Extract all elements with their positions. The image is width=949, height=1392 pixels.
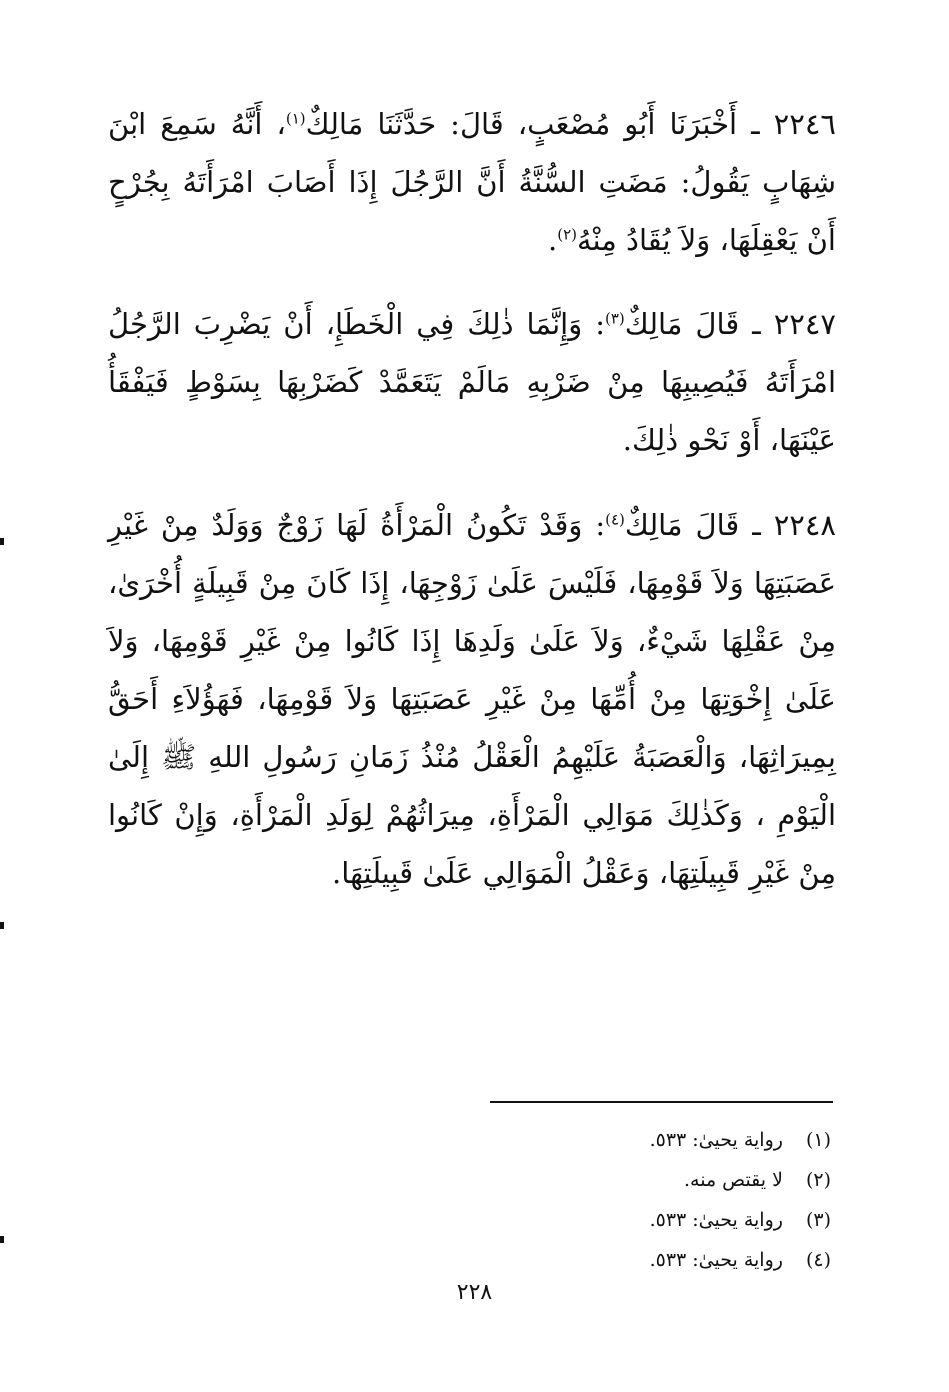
footnote-reference-1[interactable]: (١) (285, 109, 306, 128)
paragraph-text: : وَإِنَّمَا ذٰلِكَ فِي الْخَطَإِ، أَنْ يَضْرِبَ الرَّجُلُ امْرَأَتَهُ فَيُصِيبِهَا مِنْ ضَرْبِهِ مَالَمْ يَتَعَمَّدْ كَضَرْبِهَا بِسَوْطٍ فَيَفْقَأُ عَيْنَهَا، أَوْ نَحْو ذٰلِكَ (108, 307, 836, 457)
paragraph-number: ٢٢٤٨ (773, 508, 836, 542)
paragraph-text: : وَقَدْ تَكُونُ الْمَرْأَةُ لَهَا زَوْجٌ وَوَلَدٌ مِنْ غَيْرِ عَصَبَتِهَا وَلاَ قَوْمِهَا، فَلَيْسَ عَلَىٰ زَوْجِهَا، إِذَا كَانَ مِنْ قَبِيلَةٍ أُخْرَىٰ، مِنْ عَقْلِهَا شَيْءٌ، وَلاَ عَلَىٰ وَلَدِهَا إِذَا كَانُوا مِنْ غَيْرِ قَوْمِهَا، وَلاَ عَلَىٰ إِخْوَتِهَا مِنْ أُمِّهَا مِنْ غَيْرِ عَصَبَتِهَا وَلاَ قَوْمِهَا، فَهَؤُلاَءِ أَحَقُّ بِمِيرَاثِهَا، وَالْعَصَبَةُ عَلَيْهِمُ الْعَقْلُ مُنْذُ زَمَانِ رَسُولِ اللهِ ﷺ إِلَىٰ الْيَوْمِ ، وَكَذٰلِكَ مَوَالِي الْمَرْأَةِ، مِيرَاثُهُمْ لِوَلَدِ الْمَرْأَةِ، وَإِنْ كَانُوا مِنْ غَيْرِ قَبِيلَتِهَا، وَعَقْلُ الْمَوَالِي عَلَىٰ قَبِيلَتِهَا (108, 508, 836, 890)
hadith-paragraph-2248 (108, 496, 836, 902)
scan-edge-mark (0, 922, 4, 929)
footnote-text: رواية يحيىٰ: ٥٣٣. (649, 1209, 783, 1231)
paragraph-text-start: قَالَ مَالِكٌ (624, 307, 740, 341)
footnote-text: لا يقتص منه. (683, 1169, 783, 1191)
footnote-marker: (١) (805, 1129, 831, 1151)
paragraph-end-mark: . (548, 223, 558, 257)
scan-edge-mark (0, 1236, 4, 1243)
footnote-4 (411, 1240, 831, 1280)
page-number: ٢٢٨ (456, 1280, 493, 1305)
footnote-marker: (٤) (805, 1249, 831, 1271)
hadith-paragraph-2246 (108, 95, 836, 269)
paragraph-number: ٢٢٤٧ (773, 307, 836, 341)
hadith-paragraph-2247 (108, 295, 836, 469)
footnote-text: رواية يحيىٰ: ٥٣٣. (649, 1249, 783, 1271)
paragraph-text: ، أَنَّهُ سَمِعَ ابْنَ شِهَابٍ يَقُولُ: مَضَتِ السُّنَّةُ أَنَّ الرَّجُلَ إِذَا أَصَابَ امْرَأَتَهُ بِجُرْحٍ أَنْ يَعْقِلَهَا، وَلاَ يُقَادُ مِنْهُ (108, 107, 836, 257)
paragraph-end-mark: . (622, 423, 632, 457)
footnote-reference-2[interactable]: (٢) (557, 225, 577, 244)
footnote-reference-4[interactable]: (٤) (605, 510, 625, 529)
footnote-divider (490, 1101, 833, 1103)
scan-edge-mark (0, 538, 4, 545)
paragraph-text-start: أَخْبَرَنَا أَبُو مُصْعَبٍ، قَالَ: حَدَّثَنَا مَالِكٌ (305, 107, 738, 141)
footnote-text: رواية يحيىٰ: ٥٣٣. (649, 1129, 783, 1151)
footnote-marker: (٣) (805, 1209, 831, 1231)
paragraph-end-mark: . (332, 856, 342, 890)
footnote-marker: (٢) (805, 1169, 831, 1191)
footnote-reference-3[interactable]: (٣) (604, 309, 625, 328)
footnote-1 (411, 1120, 831, 1160)
footnotes-list (411, 1120, 831, 1280)
paragraph-text-start: قَالَ مَالِكٌ (624, 508, 740, 542)
footnote-3 (411, 1200, 831, 1240)
footnote-2 (411, 1160, 831, 1200)
number-dash: ـ (737, 107, 774, 141)
number-dash: ـ (739, 508, 774, 542)
number-dash: ـ (739, 307, 774, 341)
paragraph-number: ٢٢٤٦ (773, 107, 836, 141)
